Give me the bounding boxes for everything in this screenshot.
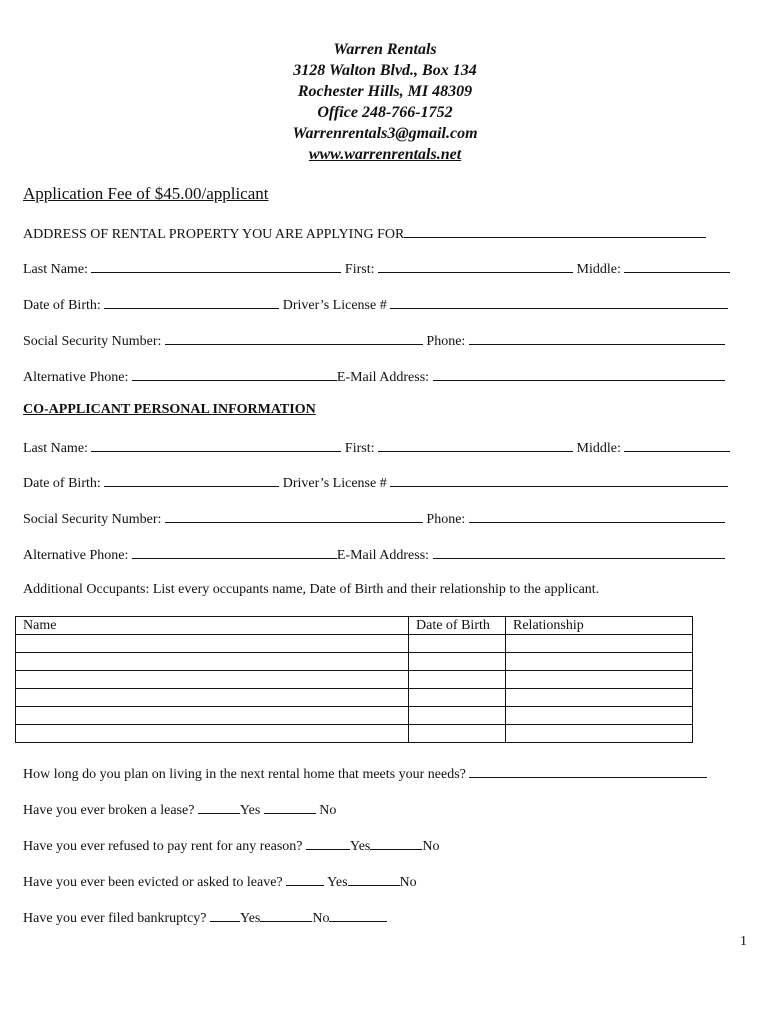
ssn-field[interactable] bbox=[165, 331, 423, 345]
co-applicant-dob-row bbox=[23, 473, 728, 493]
lease-no-blank[interactable] bbox=[264, 800, 316, 814]
question-bankrupt-row bbox=[23, 908, 387, 928]
dob-field[interactable] bbox=[104, 295, 279, 309]
alt-phone-label: Alternative Phone: bbox=[23, 370, 129, 385]
co-ssn-label: Social Security Number: bbox=[23, 512, 162, 527]
refused-yes-label: Yes bbox=[350, 839, 371, 854]
company-name: Warren Rentals bbox=[333, 41, 437, 58]
co-email-field[interactable] bbox=[433, 545, 725, 559]
co-email-label: E-Mail Address: bbox=[336, 548, 430, 563]
phone-label: Phone: bbox=[426, 334, 466, 349]
dob-label: Date of Birth: bbox=[23, 298, 101, 313]
co-last-name-label: Last Name: bbox=[23, 441, 88, 456]
table-row bbox=[16, 689, 693, 707]
occupant-dob-cell[interactable] bbox=[409, 635, 506, 653]
occupants-table bbox=[15, 616, 693, 743]
co-middle-name-label: Middle: bbox=[576, 441, 621, 456]
company-office-phone: Office 248-766-1752 bbox=[317, 104, 453, 121]
question-lease-label: Have you ever broken a lease? bbox=[23, 803, 195, 818]
last-name-field[interactable] bbox=[91, 259, 341, 273]
refused-yes-blank[interactable] bbox=[306, 836, 350, 850]
occupant-name-cell[interactable] bbox=[16, 689, 409, 707]
occupant-relationship-cell[interactable] bbox=[506, 653, 693, 671]
co-alt-phone-field[interactable] bbox=[132, 545, 337, 559]
co-first-name-label: First: bbox=[344, 441, 375, 456]
page-number: 1 bbox=[740, 934, 747, 949]
middle-name-field[interactable] bbox=[624, 259, 730, 273]
co-applicant-alt-phone-row bbox=[23, 545, 725, 565]
occupant-relationship-cell[interactable] bbox=[506, 725, 693, 743]
occupant-relationship-cell[interactable] bbox=[506, 689, 693, 707]
column-header-name: Name bbox=[16, 617, 409, 635]
bankrupt-no-label: No bbox=[312, 911, 330, 926]
occupant-dob-cell[interactable] bbox=[409, 707, 506, 725]
question-evicted-label: Have you ever been evicted or asked to leave? bbox=[23, 875, 283, 890]
evicted-yes-label: Yes bbox=[327, 875, 348, 890]
occupant-name-cell[interactable] bbox=[16, 671, 409, 689]
refused-no-blank[interactable] bbox=[370, 836, 422, 850]
occupant-name-cell[interactable] bbox=[16, 707, 409, 725]
property-address-row bbox=[23, 224, 706, 244]
co-applicant-heading: CO-APPLICANT PERSONAL INFORMATION bbox=[23, 402, 316, 417]
applicant-name-row bbox=[23, 259, 730, 279]
email-field[interactable] bbox=[433, 367, 725, 381]
occupant-dob-cell[interactable] bbox=[409, 689, 506, 707]
license-label: Driver’s License # bbox=[282, 298, 387, 313]
ssn-label: Social Security Number: bbox=[23, 334, 162, 349]
occupant-name-cell[interactable] bbox=[16, 725, 409, 743]
co-middle-name-field[interactable] bbox=[624, 438, 730, 452]
property-address-label: ADDRESS OF RENTAL PROPERTY YOU ARE APPLYING FOR bbox=[23, 227, 405, 242]
last-name-label: Last Name: bbox=[23, 262, 88, 277]
question-living-row bbox=[23, 764, 707, 784]
table-row bbox=[16, 671, 693, 689]
table-row bbox=[16, 707, 693, 725]
company-website-link[interactable]: www.warrenrentals.net bbox=[308, 146, 462, 163]
occupants-instructions: Additional Occupants: List every occupants name, Date of Birth and their relationship to the applicant. bbox=[23, 582, 600, 597]
applicant-alt-phone-row bbox=[23, 367, 725, 387]
occupant-dob-cell[interactable] bbox=[409, 671, 506, 689]
occupant-relationship-cell[interactable] bbox=[506, 635, 693, 653]
occupant-relationship-cell[interactable] bbox=[506, 671, 693, 689]
question-bankrupt-label: Have you ever filed bankruptcy? bbox=[23, 911, 207, 926]
co-license-label: Driver’s License # bbox=[282, 476, 387, 491]
license-field[interactable] bbox=[390, 295, 728, 309]
co-phone-label: Phone: bbox=[426, 512, 466, 527]
co-applicant-name-row bbox=[23, 438, 730, 458]
occupant-dob-cell[interactable] bbox=[409, 653, 506, 671]
occupant-relationship-cell[interactable] bbox=[506, 707, 693, 725]
table-row bbox=[16, 653, 693, 671]
column-header-relationship: Relationship bbox=[506, 617, 693, 635]
co-first-name-field[interactable] bbox=[378, 438, 573, 452]
evicted-yes-blank[interactable] bbox=[286, 872, 324, 886]
company-email: Warrenrentals3@gmail.com bbox=[292, 125, 478, 142]
table-row bbox=[16, 635, 693, 653]
question-living-field[interactable] bbox=[469, 764, 707, 778]
alt-phone-field[interactable] bbox=[132, 367, 337, 381]
co-last-name-field[interactable] bbox=[91, 438, 341, 452]
first-name-label: First: bbox=[344, 262, 375, 277]
co-alt-phone-label: Alternative Phone: bbox=[23, 548, 129, 563]
co-dob-field[interactable] bbox=[104, 473, 279, 487]
evicted-no-label: No bbox=[399, 875, 417, 890]
bankrupt-no-blank[interactable] bbox=[260, 908, 312, 922]
question-lease-row bbox=[23, 800, 336, 820]
table-row bbox=[16, 725, 693, 743]
co-phone-field[interactable] bbox=[469, 509, 725, 523]
phone-field[interactable] bbox=[469, 331, 725, 345]
table-header-row bbox=[16, 617, 693, 635]
question-evicted-row bbox=[23, 872, 417, 892]
lease-no-label: No bbox=[319, 803, 337, 818]
lease-yes-label: Yes bbox=[239, 803, 261, 818]
lease-yes-blank[interactable] bbox=[198, 800, 240, 814]
question-refused-label: Have you ever refused to pay rent for any reason? bbox=[23, 839, 303, 854]
company-address-line1: 3128 Walton Blvd., Box 134 bbox=[293, 62, 477, 79]
application-fee-note: Application Fee of $45.00/applicant bbox=[23, 184, 269, 203]
bankrupt-yes-blank[interactable] bbox=[210, 908, 240, 922]
company-address-line2: Rochester Hills, MI 48309 bbox=[297, 83, 473, 100]
bankrupt-trailing-blank[interactable] bbox=[329, 908, 387, 922]
question-refused-row bbox=[23, 836, 440, 856]
co-applicant-ssn-row bbox=[23, 509, 725, 529]
occupant-name-cell[interactable] bbox=[16, 635, 409, 653]
co-ssn-field[interactable] bbox=[165, 509, 423, 523]
middle-name-label: Middle: bbox=[576, 262, 621, 277]
refused-no-label: No bbox=[422, 839, 440, 854]
question-living-label: How long do you plan on living in the next rental home that meets your needs? bbox=[23, 767, 466, 782]
first-name-field[interactable] bbox=[378, 259, 573, 273]
applicant-ssn-row bbox=[23, 331, 725, 351]
column-header-dob: Date of Birth bbox=[409, 617, 506, 635]
email-label: E-Mail Address: bbox=[336, 370, 430, 385]
co-license-field[interactable] bbox=[390, 473, 728, 487]
bankrupt-yes-label: Yes bbox=[239, 911, 261, 926]
property-address-field[interactable] bbox=[404, 224, 706, 238]
evicted-no-blank[interactable] bbox=[348, 872, 400, 886]
occupant-dob-cell[interactable] bbox=[409, 725, 506, 743]
co-dob-label: Date of Birth: bbox=[23, 476, 101, 491]
applicant-dob-row bbox=[23, 295, 728, 315]
occupant-name-cell[interactable] bbox=[16, 653, 409, 671]
